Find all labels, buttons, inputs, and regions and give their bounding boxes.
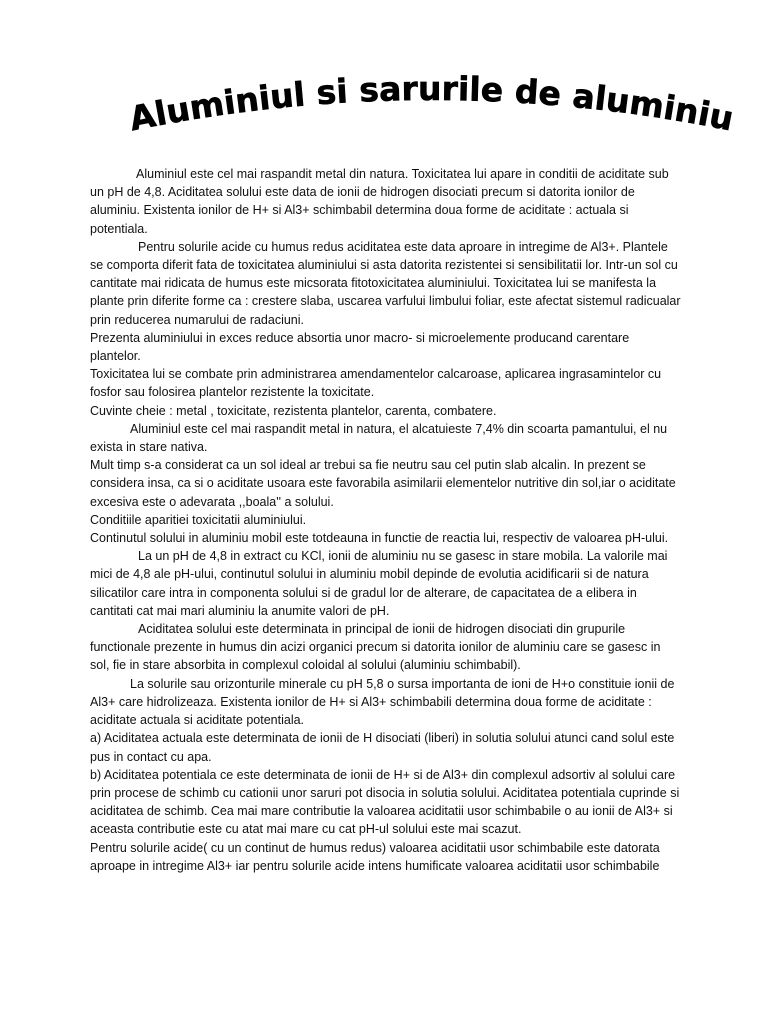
- paragraph: Aciditatea solului este determinata in principal de ionii de hidrogen disociati din grupurile functionale prezente in humus din acizi organici precum si datorita ionilor de aluminiu care se gasesc in sol, fie in stare absorbita in complexul coloidal al solului (aluminiu schimbabil).: [90, 622, 661, 673]
- keywords-line: Cuvinte cheie : metal , toxicitate, rezistenta plantelor, carenta, combatere.: [90, 403, 497, 418]
- paragraph: Mult timp s-a considerat ca un sol ideal ar trebui sa fie neutru sau cel putin slab alcalin. In prezent se considera insa, ca si o aciditate usoara este favorabila asimilarii elementelor nutritive din sol,iar o aciditate excesiva este o adevarata ,,boala'' a solului.: [90, 458, 676, 509]
- paragraph: La solurile sau orizonturile minerale cu pH 5,8 o sursa importanta de ioni de H+o constituie ionii de Al3+ care hidrolizeaza. Existenta ionilor de H+ si Al3+ schimbabili determina doua forme de aciditate : aciditate actuala si aciditate potentiala.: [90, 676, 675, 728]
- paragraph: b) Aciditatea potentiala ce este determinata de ionii de H+ si de Al3+ din complexul adsortiv al solului care prin procese de schimb cu cationii unor saruri pot disocia in solutia solului. Aciditatea potentiala cuprinde si aciditatea de schimb. Cea mai mare contributie la valoarea aciditatii usor schimbabile o au ionii de Al3+ si aceasta contributie este cu atat mai mare cu cat pH-ul solului este mai scazut.: [90, 767, 680, 837]
- paragraph: Pentru solurile acide cu humus redus aciditatea este data aproare in intregime de Al3+. Plantele se comporta diferit fata de toxicitatea aluminiului si asta datorita rezistentei si sensibilitatii lor. Intr-un sol cu cantitate mai ridicata de humus este micsorata fitotoxicitatea aluminiului. Toxicitatea lui se manifesta la plante prin diferite forme ca : crestere slaba, uscarea varfului limbului foliar, este afectat sistemul radicualar prin reducerea numarului de radaciuni.: [90, 239, 681, 327]
- paragraph: La un pH de 4,8 in extract cu KCl, ionii de aluminiu nu se gasesc in stare mobila. La valorile mai mici de 4,8 ale pH-ului, continutul solului in aluminiu mobil depinde de evolutia acidificarii si de natura silicatilor care intra in componenta solului si de gradul lor de alterare, de capacitatea de a elibera in cantitati cat mai mari aluminiu la anumite valori de pH.: [90, 549, 668, 618]
- paragraph: a) Aciditatea actuala este determinata de ionii de H disociati (liberi) in solutia solului atunci cand solul este pus in contact cu apa.: [90, 731, 675, 764]
- document-body: [90, 165, 682, 875]
- title-text: [126, 69, 737, 138]
- paragraph: Toxicitatea lui se combate prin administrarea amendamentelor calcaroase, aplicarea ingrasamintelor cu fosfor sau folosirea plantelor rezistente la toxicitate.: [90, 367, 662, 400]
- title-textpath: Aluminiul si sarurile de aluminiu: [126, 68, 737, 139]
- paragraph: Aluminiul este cel mai raspandit metal din natura. Toxicitatea lui apare in conditii de aciditate sub un pH de 4,8. Aciditatea solului este data de ionii de hidrogen disociati precum si datorita ionilor de aluminiu. Existenta ionilor de H+ si Al3+ schimbabil determina doua forme de aciditate : actuala si potentiala.: [90, 167, 669, 236]
- paragraph: Continutul solului in aluminiu mobil este totdeauna in functie de reactia lui, respectiv de valoarea pH-ului.: [90, 531, 669, 546]
- section-heading: Conditiile aparitiei toxicitatii aluminiului.: [90, 512, 307, 527]
- page-title: [0, 60, 768, 150]
- paragraph: Prezenta aluminiului in exces reduce absortia unor macro- si microelemente producand carentare plantelor.: [90, 330, 630, 364]
- paragraph: Pentru solurile acide( cu un continut de humus redus) valoarea aciditatii usor schimbabile este datorata aproape in intregime Al3+ iar pentru solurile acide intens humificate valoarea aciditatii usor schimbabile: [90, 840, 660, 873]
- paragraph: Aluminiul este cel mai raspandit metal in natura, el alcatuieste 7,4% din scoarta pamantului, el nu exista in stare nativa.: [90, 421, 668, 455]
